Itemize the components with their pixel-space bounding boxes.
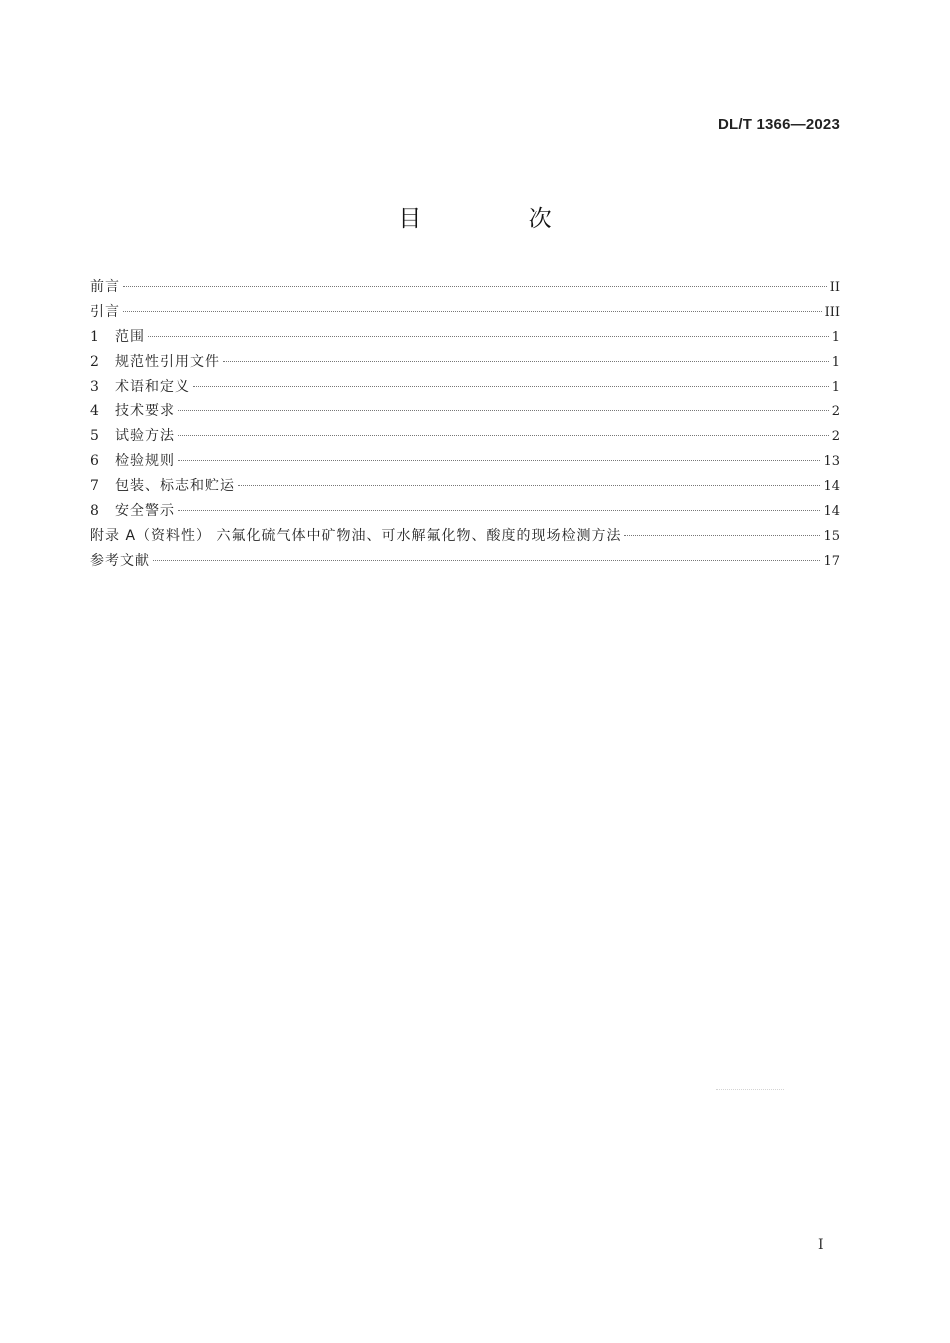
toc-entry-text: 检验规则	[115, 453, 175, 470]
toc-entry-text: 术语和定义	[115, 378, 190, 395]
toc-leader-dots	[148, 336, 829, 337]
toc-page-number: 17	[823, 553, 840, 569]
toc-page-number: 1	[831, 329, 840, 345]
toc-entry-foreword[interactable]	[90, 276, 840, 301]
toc-page-number: 1	[831, 354, 840, 370]
toc-entry-normative-references[interactable]	[90, 351, 840, 376]
toc-leader-dots	[624, 535, 820, 536]
toc-entry-terms-definitions[interactable]	[90, 376, 840, 401]
toc-leader-dots	[238, 485, 820, 486]
toc-leader-dots	[178, 435, 829, 436]
toc-entry-text: 技术要求	[115, 403, 175, 420]
toc-entry-text: 前言	[90, 279, 120, 295]
standard-code: DL/T 1366—2023	[717, 116, 840, 133]
toc-entry-scope[interactable]	[90, 326, 840, 351]
toc-leader-dots	[123, 286, 827, 287]
toc-entry-text: 附录 A（资料性） 六氟化硫气体中矿物油、可水解氟化物、酸度的现场检测方法	[90, 527, 622, 544]
footer-page-number: I	[818, 1237, 824, 1253]
toc-page-number: 2	[831, 429, 840, 445]
toc-entry-text: 引言	[90, 303, 120, 320]
toc-entry-number: 3	[90, 378, 99, 395]
toc-page-number: 1	[831, 379, 840, 395]
toc-entry-text: 试验方法	[115, 428, 175, 445]
toc-page-number: 14	[823, 504, 840, 520]
toc-page-number: 15	[823, 528, 840, 544]
toc-entry-appendix-a[interactable]	[90, 525, 840, 550]
toc-entry-number: 2	[90, 353, 99, 370]
toc-entry-number: 6	[90, 453, 99, 470]
toc-entry-packaging[interactable]	[90, 475, 840, 500]
toc-leader-dots	[178, 510, 820, 511]
toc-leader-dots	[178, 460, 820, 461]
toc-leader-dots	[123, 311, 822, 312]
page-title: 目 次	[398, 206, 602, 232]
scan-artifact	[716, 1087, 784, 1090]
toc-page-number: III	[824, 304, 840, 320]
toc-entry-text: 参考文献	[90, 552, 150, 569]
toc-entry-number: 7	[90, 478, 99, 495]
toc-entry-text: 包装、标志和贮运	[115, 478, 235, 495]
toc-entry-number: 4	[90, 403, 99, 420]
toc-entry-number: 5	[90, 428, 99, 445]
toc-entry-introduction[interactable]	[90, 301, 840, 326]
toc-leader-dots	[178, 410, 829, 411]
toc-page-number: II	[829, 280, 840, 295]
toc-page-number: 13	[823, 454, 840, 470]
toc-entry-technical-requirements[interactable]	[90, 400, 840, 425]
toc-leader-dots	[193, 386, 829, 387]
toc-entry-text: 安全警示	[115, 503, 175, 520]
toc-entry-text: 规范性引用文件	[115, 353, 220, 370]
toc-entry-number: 1	[90, 328, 99, 345]
table-of-contents	[90, 276, 840, 575]
toc-entry-number: 8	[90, 503, 99, 520]
toc-entry-safety-warning[interactable]	[90, 500, 840, 525]
toc-leader-dots	[153, 560, 820, 561]
toc-entry-bibliography[interactable]	[90, 550, 840, 575]
toc-leader-dots	[223, 361, 829, 362]
toc-page-number: 2	[831, 404, 840, 420]
toc-page-number: 14	[823, 479, 840, 495]
toc-entry-text: 范围	[115, 328, 145, 345]
toc-entry-test-methods[interactable]	[90, 425, 840, 450]
toc-entry-inspection-rules[interactable]	[90, 450, 840, 475]
